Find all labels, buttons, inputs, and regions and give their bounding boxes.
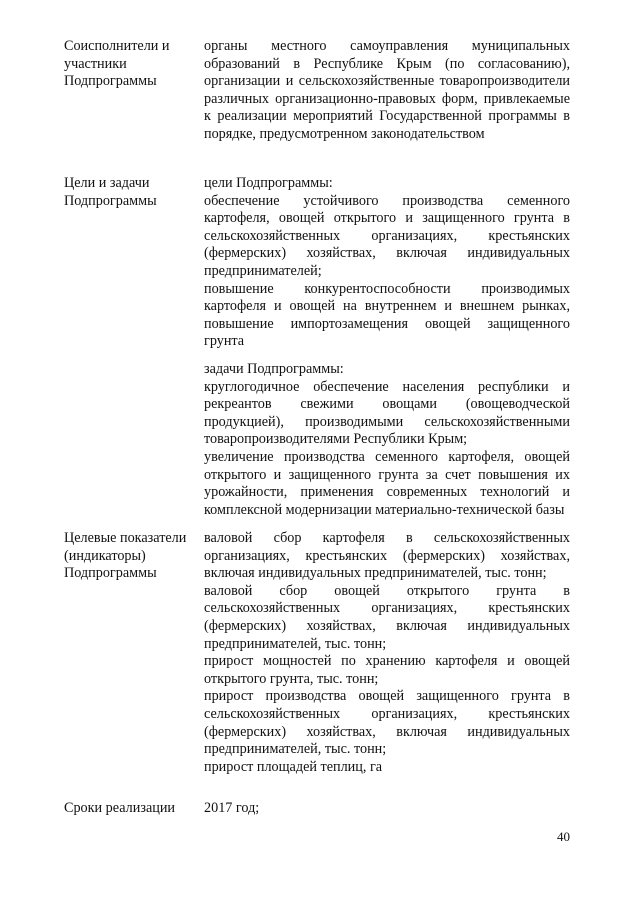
content-paragraph: обеспечение устойчивого производства семенного картофеля, овощей открытого и защищенного грунта в сельскохозяйственных организациях, крестьянских (фермерских) хозяйствах, включая индивидуальных предпринимателей; [204, 192, 570, 279]
row-content [204, 530, 570, 776]
tasks-heading: задачи Подпрограммы: [204, 360, 344, 377]
content-paragraph: 2017 год; [204, 800, 260, 816]
content-paragraph: круглогодичное обеспечение населения республики и рекреантов свежими овощами (овощеводческой продукцией), производимыми сельскохозяйственными товаропроизводителями Республики Крым; [204, 378, 570, 448]
content-paragraph: прирост мощностей по хранению картофеля и овощей открытого грунта, тыс. тонн; [204, 653, 570, 687]
row-label-line: Подпрограммы [64, 565, 157, 582]
content-paragraph: органы местного самоуправления муниципальных образований в Республике Крым (по согласованию), организации и сельскохозяйственные товаропроизводители различных организационно-правовых форм, привлекаемые к реализации мероприятий Государственной программы в порядке, предусмотренном законодательством [204, 38, 570, 142]
row-label-line: Соисполнители и [64, 38, 170, 54]
row-content [204, 38, 570, 144]
row-content [204, 175, 570, 519]
block-gap [204, 351, 570, 361]
content-paragraph: прирост производства овощей защищенного грунта в сельскохозяйственных организациях, крестьянских (фермерских) хозяйствах, включая индивидуальных предпринимателей, тыс. тонн; [204, 688, 570, 758]
row-label-line: Целевые показатели [64, 530, 187, 546]
row-label-line: Сроки реализации [64, 800, 176, 816]
row-label-line: Цели и задачи [64, 175, 150, 191]
row-label [64, 38, 200, 91]
row-label [64, 530, 200, 583]
row-label-line: Подпрограммы [64, 192, 157, 209]
row-content [204, 800, 570, 818]
row-label-line: (индикаторы) [64, 547, 146, 564]
row-label [64, 800, 200, 818]
content-paragraph: увеличение производства семенного картофеля, овощей открытого и защищенного грунта за счет повышения их урожайности, применения современных технологий и комплексной модернизации материально-технической базы [204, 448, 570, 518]
row-label [64, 175, 200, 210]
content-paragraph: повышение конкурентоспособности производимых картофеля и овощей на внутреннем и внешнем рынках, повышение импортозамещения овощей защищенного грунта [204, 280, 570, 350]
page-number: 40 [557, 829, 570, 844]
row-label-line: Подпрограммы [64, 73, 157, 90]
row-label-line: участники [64, 55, 127, 72]
content-paragraph: прирост площадей теплиц, га [204, 758, 383, 775]
content-paragraph: валовой сбор картофеля в сельскохозяйственных организациях, крестьянских (фермерских) хозяйствах, включая индивидуальных предпринимателей, тыс. тонн; [204, 530, 570, 582]
content-paragraph: валовой сбор овощей открытого грунта в сельскохозяйственных организациях, крестьянских (фермерских) хозяйствах, включая индивидуальных предпринимателей, тыс. тонн; [204, 582, 570, 652]
goals-heading: цели Подпрограммы: [204, 175, 333, 191]
